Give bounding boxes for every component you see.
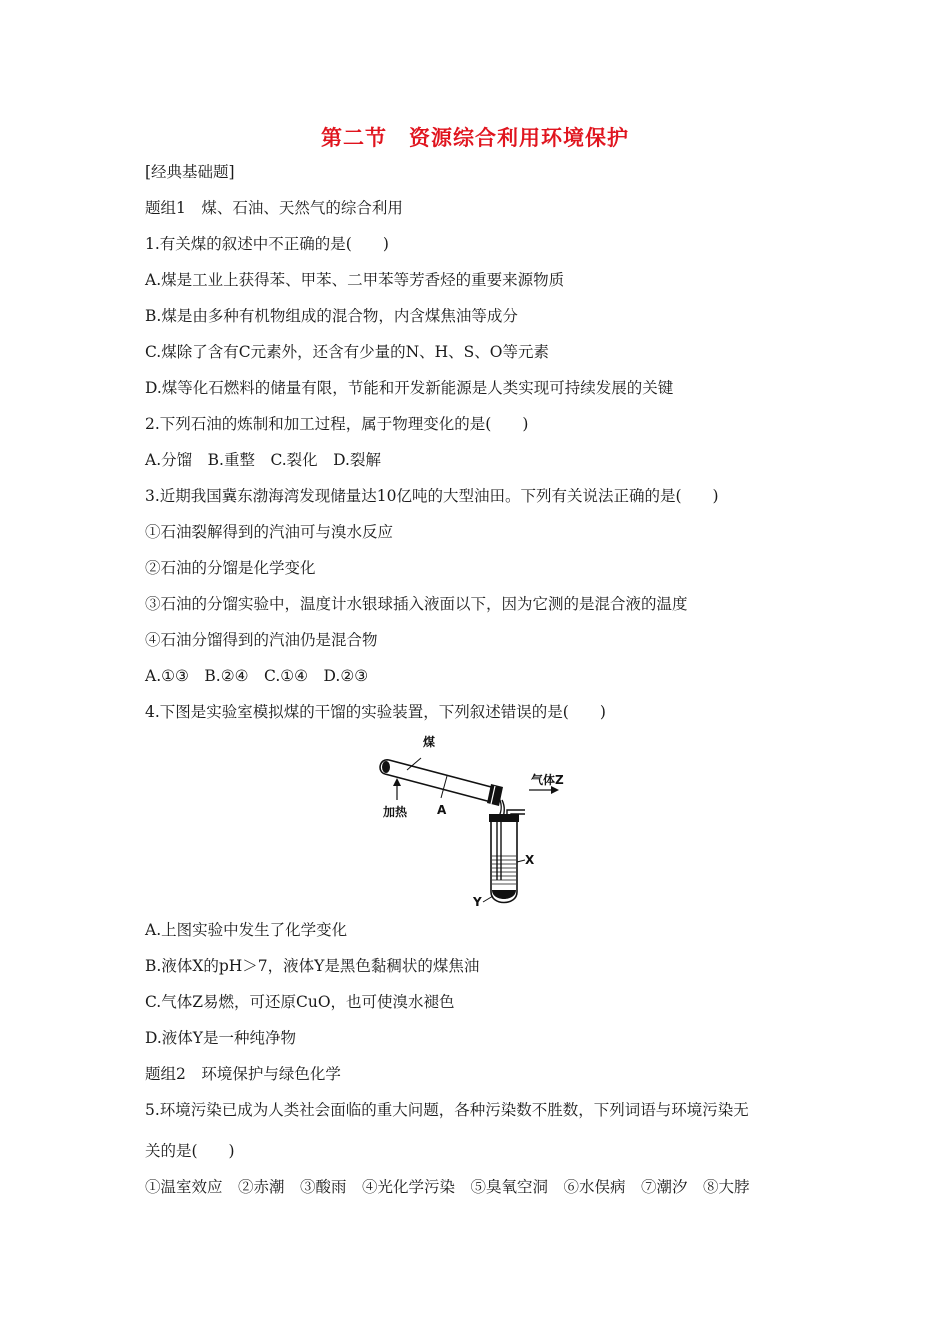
liquid-y bbox=[492, 890, 516, 899]
question-1-stem: 1.有关煤的叙述中不正确的是( ) bbox=[145, 235, 389, 253]
question-4-option-b: B.液体X的pH＞7，液体Y是黑色黏稠状的煤焦油 bbox=[145, 957, 480, 975]
question-3-statement-4: ④石油分馏得到的汽油仍是混合物 bbox=[145, 631, 378, 649]
question-4-option-a: A.上图实验中发生了化学变化 bbox=[145, 921, 348, 939]
label-x: X bbox=[525, 853, 535, 867]
collection-stopper bbox=[489, 814, 519, 822]
question-3-statement-3: ③石油的分馏实验中，温度计水银球插入液面以下，因为它测的是混合液的温度 bbox=[145, 595, 688, 613]
question-3-stem: 3.近期我国冀东渤海湾发现储量达10亿吨的大型油田。下列有关说法正确的是( ) bbox=[145, 487, 719, 505]
question-5-stem-line-2: 关的是( ) bbox=[145, 1142, 235, 1160]
section-label: [经典基础题] bbox=[145, 163, 235, 181]
question-2-stem: 2.下列石油的炼制和加工过程，属于物理变化的是( ) bbox=[145, 415, 529, 433]
question-3-options: A.①③ B.②④ C.①④ D.②③ bbox=[145, 667, 369, 685]
question-1-option-c: C.煤除了含有C元素外，还含有少量的N、H、S、O等元素 bbox=[145, 343, 550, 361]
label-coal: 煤 bbox=[423, 735, 436, 749]
question-4-option-d: D.液体Y是一种纯净物 bbox=[145, 1029, 297, 1047]
label-gas-z: 气体Z bbox=[531, 773, 564, 787]
page-title: 第二节 资源综合利用环境保护 bbox=[321, 126, 629, 150]
coal-sample bbox=[382, 761, 390, 773]
question-group-2-heading: 题组2 环境保护与绿色化学 bbox=[145, 1065, 341, 1083]
question-1-option-a: A.煤是工业上获得苯、甲苯、二甲苯等芳香烃的重要来源物质 bbox=[145, 271, 565, 289]
question-group-1-heading: 题组1 煤、石油、天然气的综合利用 bbox=[145, 199, 403, 217]
question-1-option-b: B.煤是由多种有机物组成的混合物，内含煤焦油等成分 bbox=[145, 307, 518, 325]
question-1-option-d: D.煤等化石燃料的储量有限，节能和开发新能源是人类实现可持续发展的关键 bbox=[145, 379, 674, 397]
label-a: A bbox=[437, 803, 447, 817]
apparatus-diagram bbox=[375, 730, 575, 908]
question-2-options: A.分馏 B.重整 C.裂化 D.裂解 bbox=[145, 451, 381, 469]
label-y: Y bbox=[473, 895, 482, 908]
collection-tube bbox=[489, 814, 519, 903]
label-heat: 加热 bbox=[383, 805, 408, 819]
question-3-statement-2: ②石油的分馏是化学变化 bbox=[145, 559, 316, 577]
coal-distillation-apparatus-figure bbox=[375, 730, 575, 908]
question-5-stem-line-1: 5.环境污染已成为人类社会面临的重大问题，各种污染数不胜数，下列词语与环境污染无 bbox=[145, 1101, 749, 1119]
question-4-option-c: C.气体Z易燃，可还原CuO，也可使溴水褪色 bbox=[145, 993, 455, 1011]
question-4-stem: 4.下图是实验室模拟煤的干馏的实验装置，下列叙述错误的是( ) bbox=[145, 703, 606, 721]
question-5-options: ①温室效应 ②赤潮 ③酸雨 ④光化学污染 ⑤臭氧空洞 ⑥水俣病 ⑦潮汐 ⑧大脖 bbox=[145, 1178, 750, 1196]
question-3-statement-1: ①石油裂解得到的汽油可与溴水反应 bbox=[145, 523, 394, 541]
